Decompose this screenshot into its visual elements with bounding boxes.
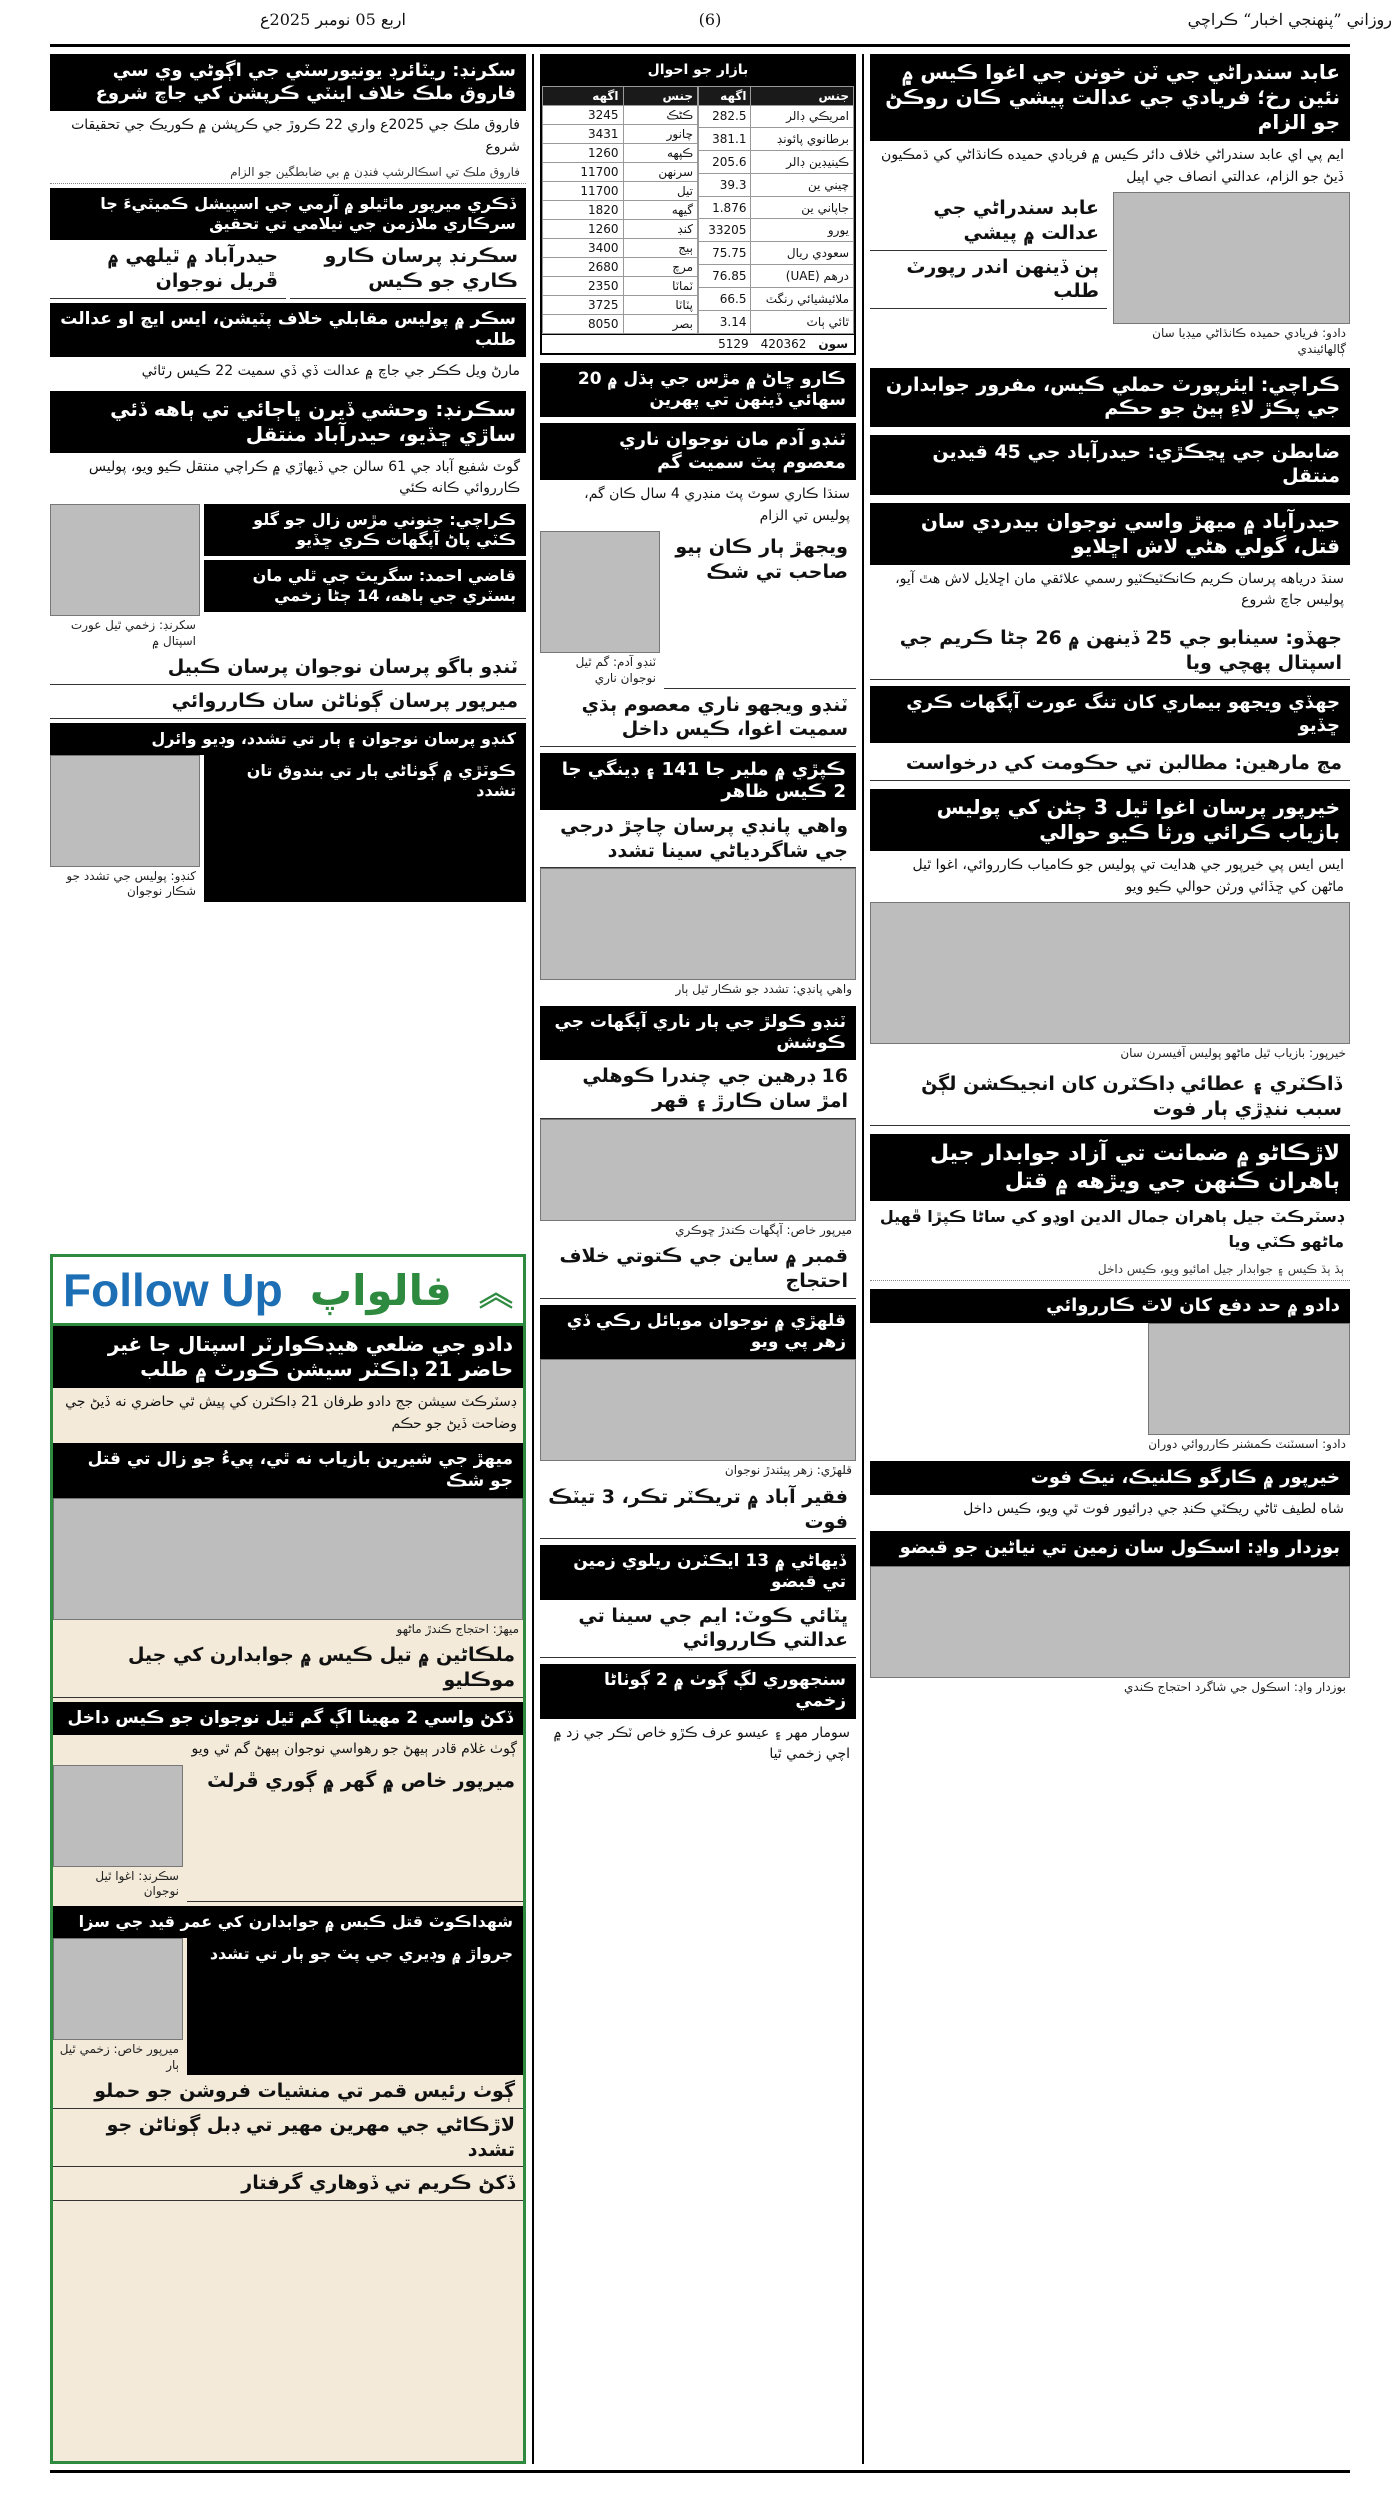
right-photo-13 [870,1566,1350,1678]
commodity-header-rate: اگهه [543,86,624,105]
commodity-row [543,238,698,257]
right-headline-2: ڪراچي: ايئرپورٽ حملي ڪيس، مفرور جوابدارن جي پڪڙ لاءِ ٻيڻ جو حڪم [870,368,1350,428]
followup-headline-2: ميهڙ جي شيرين بازياب نه ٿي، پيءُ جو زال تي قتل جو شڪ [53,1443,523,1498]
right-headline-5: جهڏو: سينابو جي 25 ڏينهن ۾ 26 ڄڻا ڪريم جي اسپتال پهچي ويا [870,622,1350,680]
left-headline-12: ڪوٽڙي ۾ ڳوٺاڻي ٻار تي بندوق تان تشدد [204,755,526,902]
left-headline-7: ڪراچي: جنوني مڙس زال جو گلو ڪٽي پاڻ آپگهات ڪري ڇڏيو [204,504,526,556]
commodity-value: 8050 [543,314,624,333]
right-headline-10: لاڙڪاڻو ۾ ضمانت تي آزاد جوابدار جيل ٻاهران ڪنهن جي ويڙهه ۾ قتل [870,1134,1350,1201]
right-caption-11: دادو: اسسٽنٽ ڪمشنر ڪارروائي دوران [1148,1437,1346,1452]
currency-value: 381.1 [699,128,751,151]
right-headline-13: بوزدار واڍ: اسڪول سان زمين تي نياڻين جو قبضو [870,1531,1350,1566]
left-headline-11: کنڊو پرسان نوجوان ۽ ٻار تي تشدد، وڊيو وائرل [50,723,526,755]
followup-headline-5: ميرپور خاص ۾ گهر ۾ ڳوري ڦرلٽ [187,1765,523,1902]
commodity-value: 3400 [543,238,624,257]
commodity-value: 1260 [543,143,624,162]
currency-row [699,105,854,128]
header-rule [50,44,1350,47]
currency-item: يورو [751,219,854,242]
followup-headline-8: ڳوٺ رئيس قمر تي منشيات فروشن جو حملو [53,2075,523,2109]
column-divider-right [862,54,864,2464]
mid-headline-13: ڀٽائي ڪوٽ: ايم جي سينا تي عدالتي ڪارروائي [540,1600,856,1658]
mid-headline-11: فقير آباد ۾ تريڪٽر تڪر، 3 تيٽڪ فوت [540,1481,856,1539]
left-photo-12 [50,755,200,867]
commodity-item: بصر [623,314,698,333]
right-headline-8: خيرپور پرسان اغوا ٿيل 3 ڄڻن کي پوليس بازياب ڪرائي ورثا ڪيو حوالي [870,789,1350,851]
page-number: (6) [698,10,722,29]
left-column [50,54,526,1244]
currency-value: 75.75 [699,242,751,265]
commodity-row [543,143,698,162]
right-teaser-2: ٻن ڏينهن اندر رپورٽ طلب [870,251,1107,309]
commodity-row [543,219,698,238]
followup-headline-10: ڏکڻ ڪريم تي ڏوهاري گرفتار [53,2167,523,2201]
currency-value: 66.5 [699,287,751,310]
followup-headline-1: دادو جي ضلعي هيڊڪوارٽر اسپتال جا غير حاضر 21 ڊاڪٽر سيشن ڪورٽ ۾ طلب [53,1326,523,1388]
left-photo-6 [50,504,200,616]
currency-row [699,242,854,265]
left-story-5: مارڻ ويل ڪڪر جي جاچ ۾ عدالت ڏي ڏي سميت 22 ڪيس رٿائي [141,363,520,380]
currency-row [699,128,854,151]
mid-photo-8 [540,1119,856,1221]
followup-caption-5: سڪرنڊ: اغوا ٿيل نوجوان [95,1868,179,1899]
followup-headline-9: لاڙڪاڻي جي مهرين مهير تي ڊبل ڳوٺاڻن جو تشدد [53,2109,523,2167]
mid-story-2: سنڌا ڪاري سوٽ پٽ منڊري 4 سال ڪان گم، پوليس تي الزام [584,486,850,524]
commodity-header-item: جنس [623,86,698,105]
commodity-item: گيهه [623,200,698,219]
right-caption-8: خيرپور: بازياب ٿيل ماڻهو پوليس آفيسرن سان [1120,1046,1346,1061]
column-divider-left [532,54,534,2464]
mid-photo-3 [540,531,660,653]
mid-headline-6: واهي پانڊي پرسان چاچڙ درجي جي شاگردياڻي سينا تشدد [540,810,856,868]
left-headline-8: قاضي احمد: سگريٽ جي ٿلي مان بسٽري جي ٻاهه، 14 ڄڻا زخمي [204,560,526,612]
right-teaser-10: ٻڌ ٻڌ ڪيس ۽ جوابدار جيل امائيو ويو، ڪيس داخل [870,1259,1350,1281]
right-story-4: سنڌ درياهه پرسان ڪريم ڪانڪٽيڪٽيو رسمي علائقي مان اڇلايل لاش هٿ آيو، پوليس جاچ شروع [895,570,1344,609]
followup-caption-7: ميرپور خاص: زخمي ٿيل ٻار [59,2041,179,2072]
mid-headline-2: ٽنڊو آدم مان نوجوان ناري معصوم پٽ سميت گم [540,423,856,480]
mid-headline-1: ڪارو ڇاڻ ۾ مڙس جي ٻڌل ۾ 20 سهائي ڏينهن تي پهرين [540,363,856,418]
right-story-10: ڊسٽرڪٽ جيل ٻاهران جمال الدين اوڍو کي ساڻا ڪپڙا ڦهيل ماڻهو ڪٽي ويا [879,1207,1344,1252]
mid-caption-6: واهي پانڊي: تشدد جو شڪار ٿيل ٻار [675,982,852,997]
followup-section [50,1254,526,2464]
commodity-value: 3245 [543,105,624,124]
followup-photo-7 [53,1938,183,2040]
currency-value: 33205 [699,219,751,242]
followup-brand-en: Follow Up [63,1264,283,1316]
mid-headline-14: سنجھوري لڳ ڳوٺ ۾ 2 ڳوٺاڻا زخمي [540,1664,856,1719]
issue-date: اربع 05 نومبر 2025ع [260,10,406,29]
right-photo-8 [870,902,1350,1044]
followup-headline-7: جرواڙ ۾ وڊيري جي پٽ جو ٻار تي تشدد [187,1938,523,2075]
currency-value: 39.3 [699,173,751,196]
currency-row [699,151,854,174]
chevron-up-icon: ︽ [478,1273,513,1314]
right-headline-6: جهڏي ويجهو بيماري کان تنگ عورت آپگهات ڪري ڇڏيو [870,686,1350,743]
commodity-item: چانور [623,124,698,143]
followup-headline-6: شهداڪوٽ قتل ڪيس ۾ جوابدارن کي عمر قيد جي سزا [53,1906,523,1938]
commodity-item: سرنهن [623,162,698,181]
left-headline-6: سڪرنڊ: وحشي ڏيرن ڀاڄائي تي ٻاهه ڏئي ساڙي ڇڏيو، حيدرآباد منتقل [50,391,526,453]
masthead: روزاني ”پنھنجي اخبار“ ڪراچي [1187,10,1392,29]
followup-headline-4: ڏکڻ واسي 2 مهينا اڳ گم ٿيل نوجوان جو ڪيس داخل [53,1702,523,1735]
commodity-row [543,162,698,181]
mid-photo-6 [540,868,856,980]
right-story-12: شاه لطيف ٿاڻي ريڪٽي ڪنڊ جي ڊرائيور فوت ٿي ويو، ڪيس داخل [963,1501,1344,1518]
right-column [870,54,1350,2464]
followup-story-4: ڳوٺ غلام قادر ٻيهڻ جو رهواسي نوجوان ٻيهڻ گم ٿي ويو [191,1741,517,1758]
mid-headline-8: 16 ڊرهين جي چندرا ڪوهلي امڙ سان ڪارڙ ۽ قهر [540,1060,856,1118]
mid-headline-5: ڪپڙي ۾ ملير جا 141 ۽ ڊينگي جا 2 ڪيس ظاهر [540,753,856,810]
commodity-rates-table [542,86,698,334]
commodity-value: 11700 [543,181,624,200]
mid-story-14: سومار مهر ۽ عيسو عرف ڪڙو خاص ٽڪر جي زد ۾ اچي زخمي ٿيا [553,1724,850,1763]
followup-photo-5 [53,1765,183,1867]
mid-photo-10 [540,1359,856,1461]
right-story-8: ايس ايس پي خيرپور جي هدايت تي پوليس جو ڪامياب ڪارروائي، اغوا ٿيل ماڻهن کي ڇڏائي ورثن حوالي ڪيو ويو [912,857,1344,895]
commodity-row [543,257,698,276]
left-headline-5: سڪر ۾ پوليس مقابلي خلاف پٽيشن، ايس ايچ او عدالت طلب [50,303,526,358]
commodity-row [543,124,698,143]
footer-rule [50,2470,1350,2473]
currency-item: ٿائي ٻاٽ [751,310,854,333]
right-caption-13: بوزدار واڍ: اسڪول جي شاگرد احتجاج ڪندي [1124,1679,1346,1694]
commodity-row [543,295,698,314]
currency-item: سعودي ريال [751,242,854,265]
commodity-item: ٽماٽا [623,276,698,295]
commodity-value: 1260 [543,219,624,238]
mid-headline-4: ٽنڊو ويجهو ناري معصوم ٻڌي سميت اغوا، ڪيس داخل [540,689,856,747]
left-headline-9: ٽنڊو باگو پرسان نوجوان پرسان ڪبيل [50,651,526,685]
right-caption-1: دادو: فريادي حميده ڪانڌاڻي ميڊيا سان ڳالهائيندي [1152,326,1346,356]
commodity-value: 1820 [543,200,624,219]
left-story-1: فاروق ملڪ جي 2025ع واري 22 ڪروڙ جي ڪرپشن ۾ ڪوريڪ جي تحقيقات شروع [71,117,520,155]
commodity-row [543,200,698,219]
right-headline-7: مڄ مارهين: مطالبن تي حڪومت کي درخواست [870,747,1350,781]
commodity-item: تيل [623,181,698,200]
commodity-value: 11700 [543,162,624,181]
market-rates-box [540,54,856,355]
currency-header-rate: اگهه [699,86,751,105]
currency-item: ملائيشيائي رنگٽ [751,287,854,310]
commodity-row [543,314,698,333]
right-teaser-1: عابد سندراڻي جي عدالت ۾ پيشي [870,192,1107,250]
left-headline-2: ڏڪري ميرپور ماٿيلو ۾ آرمي جي اسپيشل ڪميٽيءَ جا سرڪاري ملازمن جي نيلامي تي تحقيق [50,188,526,240]
commodity-row [543,105,698,124]
currency-row [699,196,854,219]
right-headline-12: خيرپور ۾ ڪارگو ڪلنيڪ، نيڪ فوت [870,1461,1350,1496]
currency-item: جاپاني ين [751,196,854,219]
currency-row [699,287,854,310]
right-story-1: ايم پي اي عابد سندراڻي خلاف دائر ڪيس ۾ فريادي حميده ڪانڌاڻي کي ڌمڪيون ڏيڻ جو الزام، عدالتي انصاف جي اپيل [881,147,1344,185]
currency-row [699,265,854,288]
commodity-item: پٽاٽا [623,295,698,314]
gold-rate-2: 5129 [718,336,749,351]
currency-row [699,173,854,196]
right-headline-3: ضابطن جي ڀڃڪڙي: حيدرآباد جي 45 قيدين منتقل [870,435,1350,495]
followup-story-1: ڊسٽرڪٽ سيشن جج دادو طرفان 21 ڊاڪٽرن کي پيش ٿي حاضري نه ڏيڻ جي وضاحت ڏيڻ جو حڪم [65,1394,517,1432]
currency-item: امريڪي ڊالر [751,105,854,128]
right-headline-9: ڏاڪٽري ۽ عطائي ڊاڪٽرن کان انجيڪشن لڳڻ سبب ننڍڙي ٻار فوت [870,1068,1350,1126]
left-headline-10: ميرپور پرسان ڳوٺاڻن سان ڪارروائي [50,685,526,719]
left-headline-3: سڪرنڊ پرسان ڪارو ڪاري جو ڪيس [290,240,526,298]
currency-item: ڪينيڊين ڊالر [751,151,854,174]
mid-headline-9: قمبر ۾ ساين جي ڪتوتي خلاف احتجاج [540,1240,856,1298]
commodity-item: کنڊ [623,219,698,238]
commodity-value: 2680 [543,257,624,276]
commodity-item: ٻيج [623,238,698,257]
commodity-value: 3725 [543,295,624,314]
commodity-item: ڪپهه [623,143,698,162]
mid-headline-7: ٽنڊو ڪولڙ جي ٻار ناري آپگهات جي ڪوشش [540,1006,856,1061]
left-caption-6: سکرنڊ: زخمي ٿيل عورت اسپتال ۾ [70,618,196,648]
currency-item: درهم (UAE) [751,265,854,288]
commodity-value: 3431 [543,124,624,143]
right-headline-4: حيدرآباد ۾ ميهڙ واسي نوجوان بيدردي سان قتل، گولي هڻي لاش اڇلايو [870,503,1350,565]
currency-row [699,219,854,242]
mid-headline-10: قلهڙي ۾ نوجوان موبائل رڪي ڏي زهر پي ويو [540,1305,856,1360]
left-story-6: گوٽ شفيع آباد جي 61 سالن جي ڏيهاڙي ۾ ڪراچي منتقل ڪيو ويو، پوليس ڪارروائي ڪانه ڪئي [88,458,520,497]
followup-caption-2: ميهڙ: احتجاج ڪندڙ ماڻهو [396,1621,519,1636]
currency-item: چيني ين [751,173,854,196]
gold-label: سون [818,336,848,351]
left-headline-1: سکرنڊ: ريٽائرڊ يونيورسٽي جي اڳوڻي وي سي فاروق ملڪ خلاف اينٽي ڪرپشن کي جاچ شروع [50,54,526,111]
currency-row [699,310,854,333]
right-headline-1: عابد سندراڻي جي ٽن خونن جي اغوا ڪيس ۾ نئين رخ؛ فريادي جي عدالت پيشي ڪان روڪڻ جو الزام [870,54,1350,141]
left-teaser-1: فاروق ملڪ تي اسڪالرشپ فنڊن ۾ بي ضابطگين جو الزام [50,162,526,184]
mid-headline-12: ڏيهاڻي ۾ 13 ايڪٽرن ريلوي زمين تي قبضو [540,1545,856,1600]
mid-headline-3: ويجهڙ ٻار ڪان ٻيو صاحب تي شڪ [664,531,856,688]
commodity-row [543,276,698,295]
commodity-item: ڪڻڪ [623,105,698,124]
currency-value: 1.876 [699,196,751,219]
right-photo-1 [1113,192,1350,324]
middle-column [540,54,856,2464]
currency-header-item: جنس [751,86,854,105]
commodity-item: مرچ [623,257,698,276]
gold-rate-1: 420362 [760,336,807,351]
right-headline-11: دادو ۾ حد دفع کان لاٿ ڪارروائي [870,1289,1350,1324]
currency-rates-table [698,86,854,334]
right-photo-11 [1148,1323,1350,1435]
currency-value: 76.85 [699,265,751,288]
commodity-row [543,181,698,200]
mid-caption-8: ميرپور خاص: آپگهات ڪندڙ ڇوڪري [675,1222,852,1237]
followup-brand-ur: فالواپ [309,1265,452,1315]
mid-caption-3: ٽنڊو آدم: گم ٿيل نوجوان ناري [575,655,656,685]
followup-photo-2 [53,1498,523,1620]
market-rates-title: بازار جو احوال [542,56,854,86]
followup-headline-3: ملڪاڻين ۾ تيل ڪيس ۾ جوابدارن کي جيل موڪليو [53,1639,523,1697]
currency-value: 282.5 [699,105,751,128]
mid-caption-10: قلهڙي: زهر پيئندڙ نوجوان [724,1463,852,1478]
left-headline-4: حيدرآباد ۾ ٿيلهي ۾ ڦريل نوجوان [50,240,286,298]
commodity-value: 2350 [543,276,624,295]
currency-item: برطانوي پائونڊ [751,128,854,151]
left-caption-12: کنڊو: پوليس جي تشدد جو شڪار نوجوان [66,868,196,899]
currency-value: 205.6 [699,151,751,174]
currency-value: 3.14 [699,310,751,333]
